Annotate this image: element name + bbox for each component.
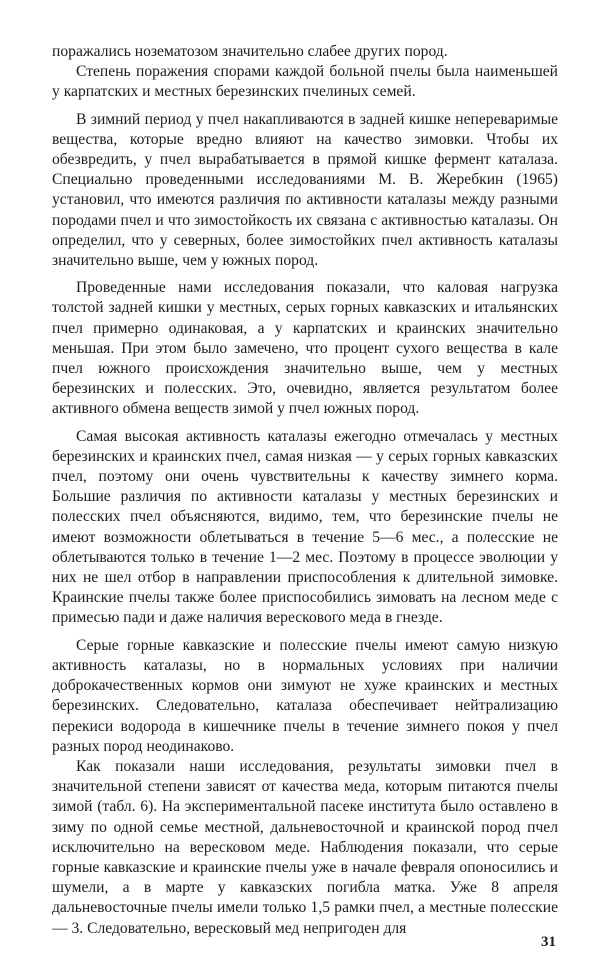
paragraph-4: Проведенные нами исследования показали, что каловая нагрузка толстой задней кишки у местных, серых горных кавказских и итальянских пчел примерно одинаковая, а у карпатских и краинских значительно меньшая. При этом было замечено, что процент сухого вещества в кале пчел южного происхождения значительно выше, чем у местных березинских и полесских. Это, очевидно, является результатом более активного обмена веществ зимой у пчел южных пород. [52, 279, 558, 418]
paragraph-6: Серые горные кавказские и полесские пчелы имеют самую низкую активность каталазы, но в нормальных условиях при наличии доброкачественных кормов они зимуют не хуже краинских и местных березинских. Следовательно, каталаза обеспечивает нейтрализацию перекиси водорода в кишечнике пчелы в течение зимнего покоя у пчел разных пород неодинаково. [52, 636, 558, 755]
page-body [52, 42, 558, 939]
paragraph-3: В зимний период у пчел накапливаются в задней кишке непереваримые вещества, которые вредно влияют на качество зимовки. Чтобы их обезвредить, у пчел вырабатывается в прямой кишке фермент каталаза. Специально проведенными исследованиями М. В. Жеребкин (1965) установил, что имеются различия по активности каталазы между разными породами пчел и что зимостойкость их связана с активностью каталазы. Он определил, что у северных, более зимостойких пчел активность каталазы значительно выше, чем у южных пород. [52, 110, 558, 270]
paragraph-2: Степень поражения спорами каждой больной пчелы была наименьшей у карпатских и местных березинских пчелиных семей. [52, 63, 558, 101]
paragraph-1: поражались нозематозом значительно слабее других пород. [52, 43, 448, 60]
paragraph-7: Как показали наши исследования, результаты зимовки пчел в значительной степени зависят от качества меда, которым питаются пчелы зимой (табл. 6). На экспериментальной пасеке института было оставлено в зиму по одной семье местной, дальневосточной и краинской пород пчел исключительно на вересковом меде. Наблюдения показали, что серые горные кавказские и краинские пчелы уже в начале февраля опоносились и шумели, а в марте у кавказских погибла матка. Уже 8 апреля дальневосточные пчелы имели только 1,5 рамки пчел, а местные полесские — 3. Следовательно, вересковый мед непригоден для [52, 757, 558, 937]
paragraph-5: Самая высокая активность каталазы ежегодно отмечалась у местных березинских и краинских пчел, самая низкая — у серых горных кавказских пчел, поэтому они очень чувствительны к качеству зимнего корма. Большие различия по активности каталазы у местных березинских и полесских пчел объясняются, видимо, тем, что березинские пчелы не имеют возможности облетываться в течение 5—6 мес., а полесские не облетываются только в течение 1—2 мес. Поэтому в процессе эволюции у них не шел отбор в направлении приспособления к длительной зимовке. Краинские пчелы также более приспособились зимовать на лесном меде с примесью пади и даже наличия верескового меда в гнезде. [52, 427, 558, 627]
page-number: 31 [541, 934, 556, 950]
